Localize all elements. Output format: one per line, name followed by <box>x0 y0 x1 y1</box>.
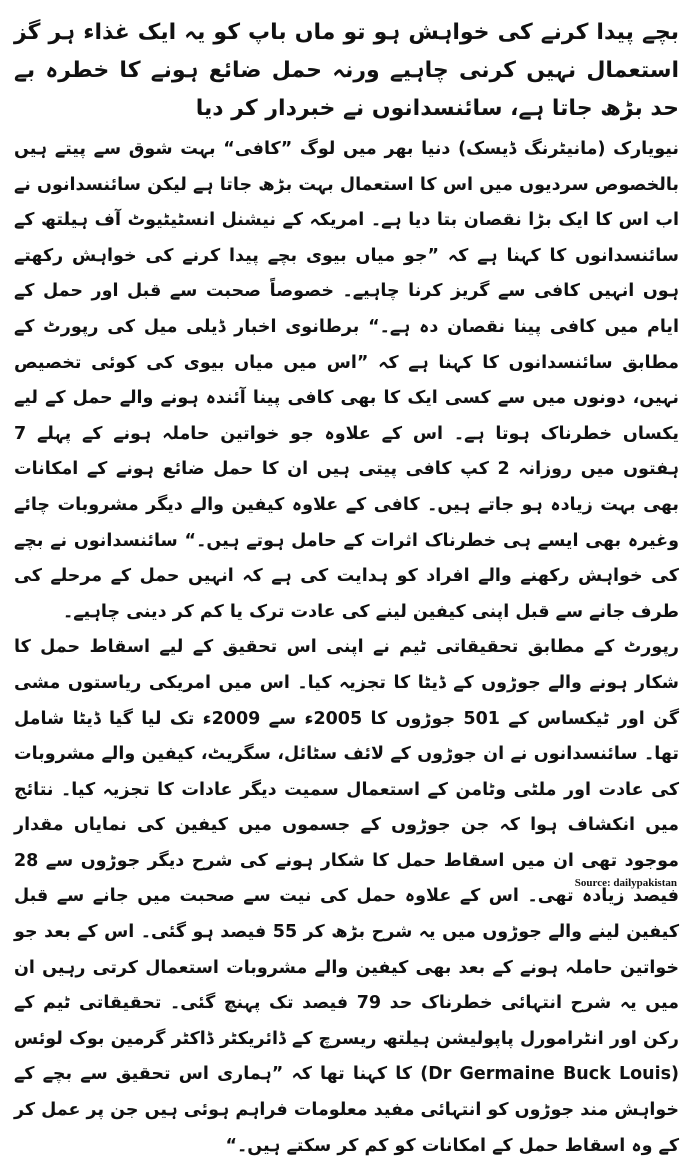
source-name: dailypakistan <box>613 877 677 889</box>
article-paragraph: رپورٹ کے مطابق تحقیقاتی ٹیم نے اپنی اس تحقیق کے لیے اسقاط حمل کا شکار ہونے والے جوڑوں کے ڈیٹا کا تجزیہ کیا۔ اس میں امریکی ریاستوں مشی گن اور ٹیکساس کے 501 جوڑوں کا 2005ء سے 2009ء تک لیا گیا ڈیٹا شامل تھا۔ سائنسدانوں نے ان جوڑوں کے لائف سٹائل، سگریٹ، کیفین والے مشروبات کی عادت اور ملٹی وٹامن کے استعمال سمیت دیگر عادات کا تجزیہ کیا۔ نتائج میں انکشاف ہوا کہ جن جوڑوں کے جسموں میں کیفین کی نمایاں مقدار موجود تھی ان میں اسقاط حمل کا شکار ہونے کی شرح دیگر جوڑوں سے 28 فیصد زیادہ تھی۔ اس کے علاوہ حمل کی نیت سے صحبت میں جانے سے قبل کیفین لینے والے جوڑوں میں یہ شرح بڑھ کر 55 فیصد ہو گئی۔ اس کے بعد جو خواتین حاملہ ہونے کے بعد بھی کیفین والے مشروبات استعمال کرتی رہیں ان میں یہ شرح انتہائی خطرناک حد 79 فیصد تک پہنچ گئی۔ تحقیقاتی ٹیم کے رکن اور انٹرامورل پاپولیشن ہیلتھ ریسرچ کے ڈائریکٹر ڈاکٹر گرمین بوک لوئس (Dr Germaine Buck Louis) کا کہنا تھا کہ ”ہماری اس تحقیق سے بچے کے خواہش مند جوڑوں کو انتہائی مفید معلومات فراہم ہوئی ہیں جن پر عمل کر کے وہ اسقاط حمل کے امکانات کو کم کر سکتے ہیں۔“ <box>14 637 679 1156</box>
article-headline: بچے پیدا کرنے کی خواہش ہو تو ماں باپ کو یہ ایک غذاء ہر گز استعمال نہیں کرنی چاہیے ورنہ حمل ضائع ہونے کا خطرہ بے حد بڑھ جاتا ہے، سائنسدانوں نے خبردار کر دیا <box>14 20 679 121</box>
source-label: Source: <box>574 877 611 889</box>
source-credit <box>575 877 677 889</box>
article-body <box>14 132 679 1164</box>
article-paragraph: نیویارک (مانیٹرنگ ڈیسک) دنیا بھر میں لوگ ”کافی“ بہت شوق سے پیتے ہیں بالخصوص سردیوں میں اس کا استعمال بہت بڑھ جاتا ہے لیکن سائنسدانوں نے اب اس کا ایک بڑا نقصان بتا دیا ہے۔ امریکہ کے نیشنل انسٹیٹیوٹ آف ہیلتھ کے سائنسدانوں کا کہنا ہے کہ ”جو میاں بیوی بچے پیدا کرنے کی خواہش رکھتے ہوں انہیں کافی سے گریز کرنا چاہیے۔ خصوصاً صحبت سے قبل اور حمل کے ایام میں کافی پینا نقصان دہ ہے۔“ برطانوی اخبار ڈیلی میل کی رپورٹ کے مطابق سائنسدانوں کا کہنا ہے کہ ”اس میں میاں بیوی کی کوئی تخصیص نہیں، دونوں میں سے کسی ایک کا بھی کافی پینا آئندہ ہونے والے حمل کے لیے یکساں خطرناک ہوتا ہے۔ اس کے علاوہ جو خواتین حاملہ ہونے کے پہلے 7 ہفتوں میں روزانہ 2 کپ کافی پیتی ہیں ان کا حمل ضائع ہونے کے امکانات بھی بہت زیادہ ہو جاتے ہیں۔ کافی کے علاوہ کیفین والے دیگر مشروبات چائے وغیرہ بھی ایسے ہی خطرناک اثرات کے حامل ہوتے ہیں۔“ سائنسدانوں نے بچے کی خواہش رکھنے والے افراد کو ہدایت کی ہے کہ انہیں حمل کے مرحلے کی طرف جانے سے قبل اپنی کیفین لینے کی عادت ترک یا کم کر دینی چاہیے۔ <box>14 139 679 622</box>
